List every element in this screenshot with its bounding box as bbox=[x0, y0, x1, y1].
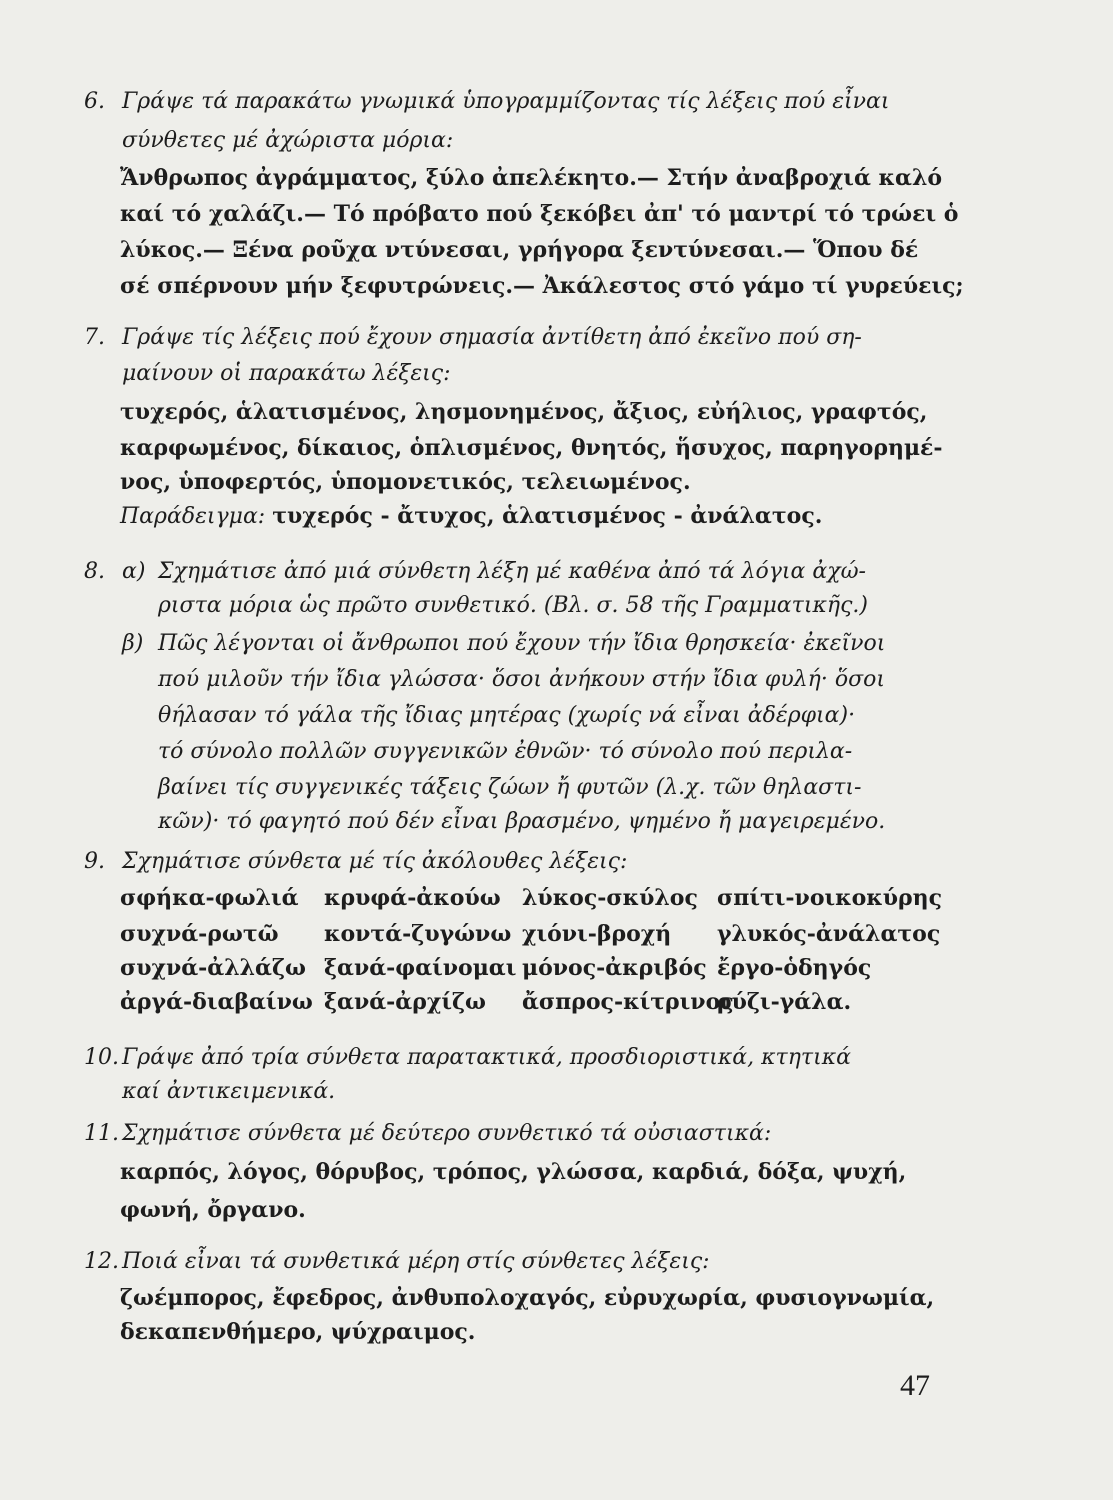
exercise-6-line: καί τό χαλάζι.— Τό πρόβατο πού ξεκόβει ἀπ' τό μαντρί τό τρώει ὁ bbox=[120, 201, 959, 227]
word-pair: μόνος-ἀκριβός bbox=[522, 955, 707, 981]
exercise-12-line: δεκαπενθήμερο, ψύχραιμος. bbox=[120, 1319, 476, 1345]
exercise-number: 6. bbox=[84, 89, 105, 114]
word-pair: γλυκός-ἀνάλατος bbox=[717, 921, 941, 947]
page-number: 47 bbox=[900, 1369, 930, 1402]
exercise-7-line: νος, ὑποφερτός, ὑπομονετικός, τελειωμένος. bbox=[120, 469, 691, 495]
word-pair: σφήκα-φωλιά bbox=[120, 885, 299, 911]
exercise-12-line: ζωέμπορος, ἔφεδρος, ἀνθυπολοχαγός, εὐρυχωρία, φυσιογνωμία, bbox=[120, 1285, 935, 1311]
word-pair-row bbox=[120, 882, 980, 914]
word-pair-row bbox=[120, 986, 980, 1018]
word-pair: σπίτι-νοικοκύρης bbox=[717, 885, 943, 911]
exercise-10-instruction: 10. Γράψε ἀπό τρία σύνθετα παρατακτικά, προσδιοριστικά, κτητικά bbox=[84, 1042, 851, 1074]
exercise-8b: β) Πῶς λέγονται οἱ ἄνθρωποι πού ἔχουν τήν ἴδια θρησκεία· ἐκεῖνοι bbox=[122, 628, 885, 660]
word-pair: ξανά-ἀρχίζω bbox=[324, 989, 486, 1015]
exercise-12-instruction: 12. Ποιά εἶναι τά συνθετικά μέρη στίς σύνθετες λέξεις: bbox=[84, 1246, 710, 1278]
exercise-7-instruction-cont: μαίνουν οἱ παρακάτω λέξεις: bbox=[122, 361, 451, 386]
exercise-number: 11. bbox=[84, 1121, 119, 1146]
exercise-8b-line: τό σύνολο πολλῶν συγγενικῶν ἐθνῶν· τό σύνολο πού περιλα- bbox=[158, 739, 853, 764]
exercise-7-example bbox=[120, 500, 822, 533]
exercise-8a-cont: ριστα μόρια ὡς πρῶτο συνθετικό. (Βλ. σ. 58 τῆς Γραμματικῆς.) bbox=[158, 593, 868, 618]
exercise-10-instruction-cont: καί ἀντικειμενικά. bbox=[122, 1079, 336, 1104]
word-pair: κοντά-ζυγώνω bbox=[324, 921, 512, 947]
exercise-6-instruction-cont: σύνθετες μέ ἀχώριστα μόρια: bbox=[122, 128, 454, 153]
subitem-label: α) bbox=[122, 559, 146, 584]
exercise-number: 10. bbox=[84, 1045, 119, 1070]
exercise-6-instruction: 6. Γράψε τά παρακάτω γνωμικά ὑπογραμμίζοντας τίς λέξεις πού εἶναι bbox=[84, 86, 890, 118]
exercise-8b-line: πού μιλοῦν τήν ἴδια γλώσσα· ὅσοι ἀνήκουν στήν ἴδια φυλή· ὅσοι bbox=[158, 667, 885, 692]
word-pair: ἔργο-ὁδηγός bbox=[717, 955, 872, 981]
exercise-8b-line: βαίνει τίς συγγενικές τάξεις ζώων ἤ φυτῶν (λ.χ. τῶν θηλαστι- bbox=[158, 775, 862, 800]
exercise-6-line: Ἄνθρωπος ἀγράμματος, ξύλο ἀπελέκητο.— Στήν ἀναβροχιά καλό bbox=[120, 165, 943, 191]
exercise-6-line: σέ σπέρνουν μήν ξεφυτρώνεις.— Ἀκάλεστος στό γάμο τί γυρεύεις; bbox=[120, 273, 964, 299]
exercise-7-line: τυχερός, ἁλατισμένος, λησμονημένος, ἄξιος, εὐήλιος, γραφτός, bbox=[120, 399, 928, 425]
exercise-8b-line: κῶν)· τό φαγητό πού δέν εἶναι βρασμένο, ψημένο ἤ μαγειρεμένο. bbox=[158, 809, 886, 834]
word-pair: κρυφά-ἀκούω bbox=[324, 885, 501, 911]
exercise-number: 12. bbox=[84, 1249, 119, 1274]
word-pair: ἄσπρος-κίτρινος bbox=[522, 989, 734, 1015]
word-pair-row bbox=[120, 918, 980, 950]
exercise-7-instruction: 7. Γράψε τίς λέξεις πού ἔχουν σημασία ἀντίθετη ἀπό ἐκεῖνο πού ση- bbox=[84, 322, 862, 354]
exercise-number: 7. bbox=[84, 325, 105, 350]
exercise-number: 8. bbox=[84, 559, 105, 584]
word-pair: συχνά-ρωτῶ bbox=[120, 921, 279, 947]
exercise-11-line: φωνή, ὄργανο. bbox=[120, 1197, 306, 1223]
word-pair-row bbox=[120, 952, 980, 984]
word-pair: χιόνι-βροχή bbox=[522, 921, 672, 947]
word-pair: ἀργά-διαβαίνω bbox=[120, 989, 313, 1015]
exercise-number: 9. bbox=[84, 849, 105, 874]
word-pair: συχνά-ἀλλάζω bbox=[120, 955, 306, 981]
exercise-11-instruction: 11. Σχημάτισε σύνθετα μέ δεύτερο συνθετικό τά οὐσιαστικά: bbox=[84, 1118, 771, 1150]
exercise-11-line: καρπός, λόγος, θόρυβος, τρόπος, γλώσσα, καρδιά, δόξα, ψυχή, bbox=[120, 1159, 907, 1185]
exercise-7-line: καρφωμένος, δίκαιος, ὁπλισμένος, θνητός, ἥσυχος, παρηγορημέ- bbox=[120, 435, 943, 461]
word-pair: ξανά-φαίνομαι bbox=[324, 955, 517, 981]
word-pair: λύκος-σκύλος bbox=[522, 885, 698, 911]
example-value: τυχερός - ἄτυχος, ἁλατισμένος - ἀνάλατος. bbox=[272, 503, 823, 529]
example-label: Παράδειγμα: bbox=[120, 504, 266, 529]
word-pair: ρύζι-γάλα. bbox=[717, 989, 852, 1015]
exercise-6-line: λύκος.— Ξένα ροῦχα ντύνεσαι, γρήγορα ξεντύνεσαι.— Ὅπου δέ bbox=[120, 237, 919, 263]
exercise-8a: 8. α) Σχημάτισε ἀπό μιά σύνθετη λέξη μέ καθένα ἀπό τά λόγια ἀχώ- bbox=[84, 556, 866, 588]
subitem-label: β) bbox=[122, 631, 144, 656]
exercise-8b-line: θήλασαν τό γάλα τῆς ἴδιας μητέρας (χωρίς νά εἶναι ἀδέρφια)· bbox=[158, 703, 856, 728]
exercise-9-instruction: 9. Σχημάτισε σύνθετα μέ τίς ἀκόλουθες λέξεις: bbox=[84, 846, 627, 878]
